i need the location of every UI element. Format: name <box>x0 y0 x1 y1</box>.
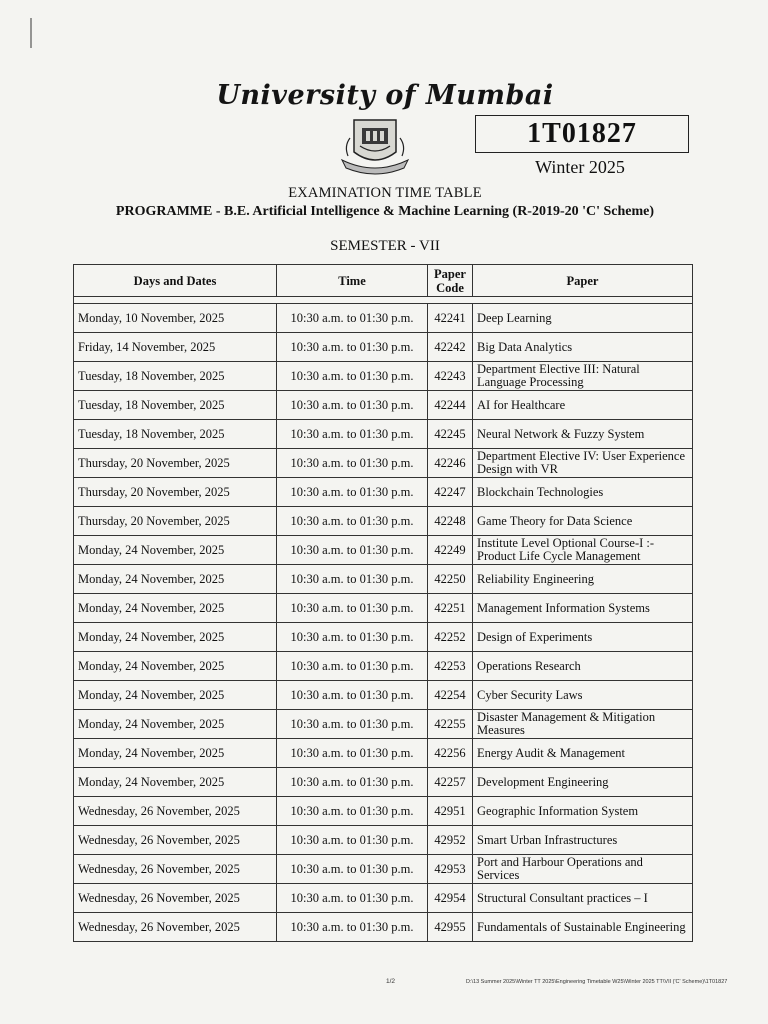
column-header-paper: Paper <box>473 265 693 297</box>
cell-paper: Operations Research <box>473 652 693 681</box>
cell-date: Friday, 14 November, 2025 <box>74 333 277 362</box>
cell-paper-code: 42250 <box>428 565 473 594</box>
cell-date: Tuesday, 18 November, 2025 <box>74 391 277 420</box>
table-row <box>74 739 693 768</box>
cell-date: Thursday, 20 November, 2025 <box>74 478 277 507</box>
cell-paper-code: 42242 <box>428 333 473 362</box>
cell-time: 10:30 a.m. to 01:30 p.m. <box>277 565 428 594</box>
cell-paper: Energy Audit & Management <box>473 739 693 768</box>
cell-paper-code: 42246 <box>428 449 473 478</box>
table-row <box>74 681 693 710</box>
cell-date: Wednesday, 26 November, 2025 <box>74 826 277 855</box>
cell-date: Monday, 24 November, 2025 <box>74 594 277 623</box>
cell-time: 10:30 a.m. to 01:30 p.m. <box>277 449 428 478</box>
cell-time: 10:30 a.m. to 01:30 p.m. <box>277 739 428 768</box>
table-row <box>74 536 693 565</box>
table-row <box>74 884 693 913</box>
timetable-code-box: 1T01827 <box>475 115 689 153</box>
cell-time: 10:30 a.m. to 01:30 p.m. <box>277 478 428 507</box>
cell-paper-code: 42953 <box>428 855 473 884</box>
cell-time: 10:30 a.m. to 01:30 p.m. <box>277 826 428 855</box>
cell-paper: Neural Network & Fuzzy System <box>473 420 693 449</box>
cell-date: Monday, 24 November, 2025 <box>74 768 277 797</box>
cell-paper: Fundamentals of Sustainable Engineering <box>473 913 693 942</box>
cell-paper: Structural Consultant practices – I <box>473 884 693 913</box>
cell-time: 10:30 a.m. to 01:30 p.m. <box>277 652 428 681</box>
cell-date: Monday, 24 November, 2025 <box>74 652 277 681</box>
table-row <box>74 652 693 681</box>
table-row <box>74 855 693 884</box>
cell-time: 10:30 a.m. to 01:30 p.m. <box>277 594 428 623</box>
table-row <box>74 420 693 449</box>
column-header-dates: Days and Dates <box>74 265 277 297</box>
cell-paper: Big Data Analytics <box>473 333 693 362</box>
cell-paper-code: 42251 <box>428 594 473 623</box>
cell-paper-code: 42256 <box>428 739 473 768</box>
cell-time: 10:30 a.m. to 01:30 p.m. <box>277 768 428 797</box>
cell-time: 10:30 a.m. to 01:30 p.m. <box>277 855 428 884</box>
cell-paper: Geographic Information System <box>473 797 693 826</box>
cell-paper: Blockchain Technologies <box>473 478 693 507</box>
cell-date: Thursday, 20 November, 2025 <box>74 507 277 536</box>
cell-time: 10:30 a.m. to 01:30 p.m. <box>277 797 428 826</box>
cell-date: Monday, 24 November, 2025 <box>74 623 277 652</box>
cell-date: Monday, 10 November, 2025 <box>74 304 277 333</box>
cell-time: 10:30 a.m. to 01:30 p.m. <box>277 333 428 362</box>
cell-time: 10:30 a.m. to 01:30 p.m. <box>277 681 428 710</box>
exam-heading: EXAMINATION TIME TABLE <box>288 185 482 201</box>
table-row <box>74 478 693 507</box>
cell-paper-code: 42245 <box>428 420 473 449</box>
cell-date: Monday, 24 November, 2025 <box>74 565 277 594</box>
exam-season: Winter 2025 <box>535 157 625 177</box>
cell-paper-code: 42241 <box>428 304 473 333</box>
cell-date: Tuesday, 18 November, 2025 <box>74 420 277 449</box>
cell-paper-code: 42248 <box>428 507 473 536</box>
table-row <box>74 594 693 623</box>
cell-paper: Institute Level Optional Course-I :- Product Life Cycle Management <box>473 536 693 565</box>
column-header-code: Paper Code <box>428 265 473 297</box>
cell-paper: Reliability Engineering <box>473 565 693 594</box>
cell-time: 10:30 a.m. to 01:30 p.m. <box>277 507 428 536</box>
cell-time: 10:30 a.m. to 01:30 p.m. <box>277 536 428 565</box>
cell-paper: AI for Healthcare <box>473 391 693 420</box>
cell-date: Wednesday, 26 November, 2025 <box>74 797 277 826</box>
cell-paper: Cyber Security Laws <box>473 681 693 710</box>
table-row <box>74 623 693 652</box>
file-path: D:\13 Summer 2025\Winter TT 2025\Engineering Timetable W25\Winter 2025 TT\VII ('C' Scheme)\1T01827 <box>466 979 728 985</box>
page-number: 1/2 <box>386 978 396 985</box>
cell-date: Wednesday, 26 November, 2025 <box>74 884 277 913</box>
table-row <box>74 710 693 739</box>
cell-date: Monday, 24 November, 2025 <box>74 710 277 739</box>
cell-paper: Deep Learning <box>473 304 693 333</box>
cell-time: 10:30 a.m. to 01:30 p.m. <box>277 391 428 420</box>
table-row <box>74 507 693 536</box>
cell-paper: Management Information Systems <box>473 594 693 623</box>
cell-date: Monday, 24 November, 2025 <box>74 536 277 565</box>
cell-date: Wednesday, 26 November, 2025 <box>74 855 277 884</box>
table-row <box>74 826 693 855</box>
timetable-table <box>73 264 693 942</box>
table-row <box>74 768 693 797</box>
cell-paper-code: 42247 <box>428 478 473 507</box>
table-row <box>74 565 693 594</box>
cell-time: 10:30 a.m. to 01:30 p.m. <box>277 362 428 391</box>
cell-paper: Disaster Management & Mitigation Measures <box>473 710 693 739</box>
cell-time: 10:30 a.m. to 01:30 p.m. <box>277 884 428 913</box>
cell-time: 10:30 a.m. to 01:30 p.m. <box>277 623 428 652</box>
cell-paper: Smart Urban Infrastructures <box>473 826 693 855</box>
cell-date: Monday, 24 November, 2025 <box>74 739 277 768</box>
cell-date: Tuesday, 18 November, 2025 <box>74 362 277 391</box>
cell-paper: Port and Harbour Operations and Services <box>473 855 693 884</box>
university-seal-icon <box>338 116 412 178</box>
cell-paper-code: 42252 <box>428 623 473 652</box>
table-row <box>74 797 693 826</box>
cell-time: 10:30 a.m. to 01:30 p.m. <box>277 710 428 739</box>
table-row <box>74 449 693 478</box>
cell-paper-code: 42243 <box>428 362 473 391</box>
cell-paper-code: 42955 <box>428 913 473 942</box>
table-row <box>74 913 693 942</box>
cell-paper-code: 42951 <box>428 797 473 826</box>
table-row <box>74 362 693 391</box>
cell-date: Monday, 24 November, 2025 <box>74 681 277 710</box>
cell-paper: Development Engineering <box>473 768 693 797</box>
table-spacer <box>74 297 693 304</box>
cell-date: Wednesday, 26 November, 2025 <box>74 913 277 942</box>
cell-time: 10:30 a.m. to 01:30 p.m. <box>277 420 428 449</box>
cell-paper-code: 42952 <box>428 826 473 855</box>
cell-paper: Department Elective IV: User Experience Design with VR <box>473 449 693 478</box>
cell-paper: Game Theory for Data Science <box>473 507 693 536</box>
cell-paper-code: 42244 <box>428 391 473 420</box>
column-header-time: Time <box>277 265 428 297</box>
cell-time: 10:30 a.m. to 01:30 p.m. <box>277 913 428 942</box>
cell-paper-code: 42257 <box>428 768 473 797</box>
cell-paper-code: 42249 <box>428 536 473 565</box>
semester-label: SEMESTER - VII <box>330 238 440 254</box>
cell-paper-code: 42954 <box>428 884 473 913</box>
cell-paper: Department Elective III: Natural Language Processing <box>473 362 693 391</box>
table-header-row <box>74 265 693 297</box>
cell-paper-code: 42253 <box>428 652 473 681</box>
table-row <box>74 333 693 362</box>
cell-time: 10:30 a.m. to 01:30 p.m. <box>277 304 428 333</box>
table-row <box>74 391 693 420</box>
cell-paper-code: 42255 <box>428 710 473 739</box>
table-row <box>74 304 693 333</box>
cell-date: Thursday, 20 November, 2025 <box>74 449 277 478</box>
scan-artifact <box>30 18 32 48</box>
university-title: University of Mumbai <box>216 80 554 111</box>
cell-paper: Design of Experiments <box>473 623 693 652</box>
cell-paper-code: 42254 <box>428 681 473 710</box>
programme-title: PROGRAMME - B.E. Artificial Intelligence & Machine Learning (R-2019-20 'C' Scheme) <box>115 204 655 219</box>
